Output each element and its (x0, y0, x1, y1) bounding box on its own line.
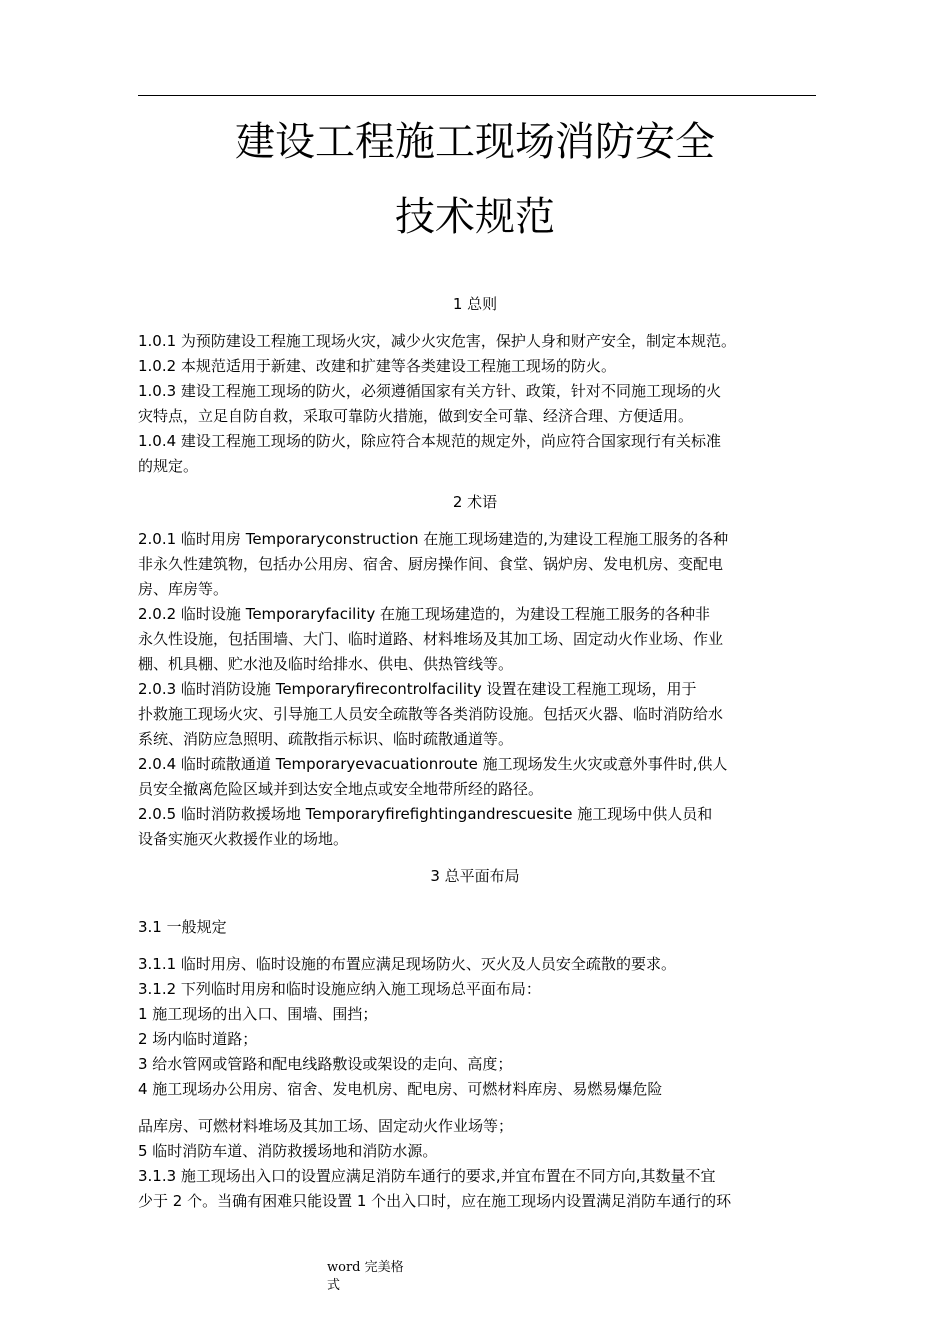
text-line: 扑救施工现场火灾、引导施工人员安全疏散等各类消防设施。包括灭火器、临时消防给水 (138, 705, 724, 723)
text-line: 系统、消防应急照明、疏散指示标识、临时疏散通道等。 (138, 730, 514, 748)
document-title: 建设工程施工现场消防安全 (235, 119, 715, 165)
text-line: 员安全撤离危险区域并到达安全地点或安全地带所经的路径。 (138, 780, 544, 798)
text-line: 少于 2 个。当确有困难只能设置 1 个出入口时，应在施工现场内设置满足消防车通行的环 (138, 1192, 732, 1210)
section-heading-1: 1 总则 (452, 295, 498, 313)
list-item: 2 场内临时道路； (138, 1030, 258, 1048)
section-heading-3: 3 总平面布局 (430, 867, 520, 885)
text-line: 2.0.5 临时消防救援场地 Temporaryfirefightingandrescuesite 施工现场中供人员和 (138, 805, 713, 823)
text-line: 2.0.3 临时消防设施 Temporaryfirecontrolfacility 设置在建设工程施工现场，用于 (138, 680, 697, 698)
text-line: 灾特点，立足自防自救，采取可靠防火措施，做到安全可靠、经济合理、方便适用。 (138, 407, 694, 425)
footer-text-line2: 式 (327, 1278, 341, 1293)
section-heading-2: 2 术语 (452, 493, 498, 511)
footer-text: word 完美格 (327, 1260, 404, 1275)
text-line: 品库房、可燃材料堆场及其加工场、固定动火作业场等； (138, 1117, 514, 1135)
text-line: 的规定。 (138, 457, 199, 475)
document-title-line2: 技术规范 (395, 194, 555, 240)
header-rule (138, 95, 816, 96)
text-line: 设备实施灭火救援作业的场地。 (138, 830, 349, 848)
text-line: 非永久性建筑物，包括办公用房、宿舍、厨房操作间、食堂、锅炉房、发电机房、变配电 (138, 555, 724, 573)
list-item: 5 临时消防车道、消防救援场地和消防水源。 (138, 1142, 438, 1160)
text-line: 3.1.2 下列临时用房和临时设施应纳入施工现场总平面布局： (138, 980, 541, 998)
text-line: 1.0.1 为预防建设工程施工现场火灾，减少火灾危害，保护人身和财产安全，制定本规范。 (138, 332, 736, 350)
list-item: 4 施工现场办公用房、宿舍、发电机房、配电房、可燃材料库房、易燃易爆危险 (138, 1080, 663, 1098)
text-line: 2.0.4 临时疏散通道 Temporaryevacuationroute 施工现场发生火灾或意外事件时,供人 (138, 755, 728, 773)
text-line: 1.0.2 本规范适用于新建、改建和扩建等各类建设工程施工现场的防火。 (138, 357, 616, 375)
subsection-heading: 3.1 一般规定 (138, 918, 227, 936)
text-line: 1.0.3 建设工程施工现场的防火，必须遵循国家有关方针、政策，针对不同施工现场的火 (138, 382, 721, 400)
text-line: 3.1.3 施工现场出入口的设置应满足消防车通行的要求,并宜布置在不同方向,其数量不宜 (138, 1167, 716, 1185)
list-item: 3 给水管网或管路和配电线路敷设或架设的走向、高度； (138, 1055, 513, 1073)
text-line: 永久性设施，包括围墙、大门、临时道路、材料堆场及其加工场、固定动火作业场、作业 (138, 630, 724, 648)
text-line: 房、库房等。 (138, 580, 229, 598)
text-line: 2.0.1 临时用房 Temporaryconstruction 在施工现场建造的,为建设工程施工服务的各种 (138, 530, 729, 548)
text-line: 1.0.4 建设工程施工现场的防火，除应符合本规范的规定外，尚应符合国家现行有关标准 (138, 432, 721, 450)
list-item: 1 施工现场的出入口、围墙、围挡； (138, 1005, 378, 1023)
text-line: 棚、机具棚、贮水池及临时给排水、供电、供热管线等。 (138, 655, 514, 673)
text-line: 2.0.2 临时设施 Temporaryfacility 在施工现场建造的，为建设工程施工服务的各种非 (138, 605, 711, 623)
text-line: 3.1.1 临时用房、临时设施的布置应满足现场防火、灭火及人员安全疏散的要求。 (138, 955, 676, 973)
